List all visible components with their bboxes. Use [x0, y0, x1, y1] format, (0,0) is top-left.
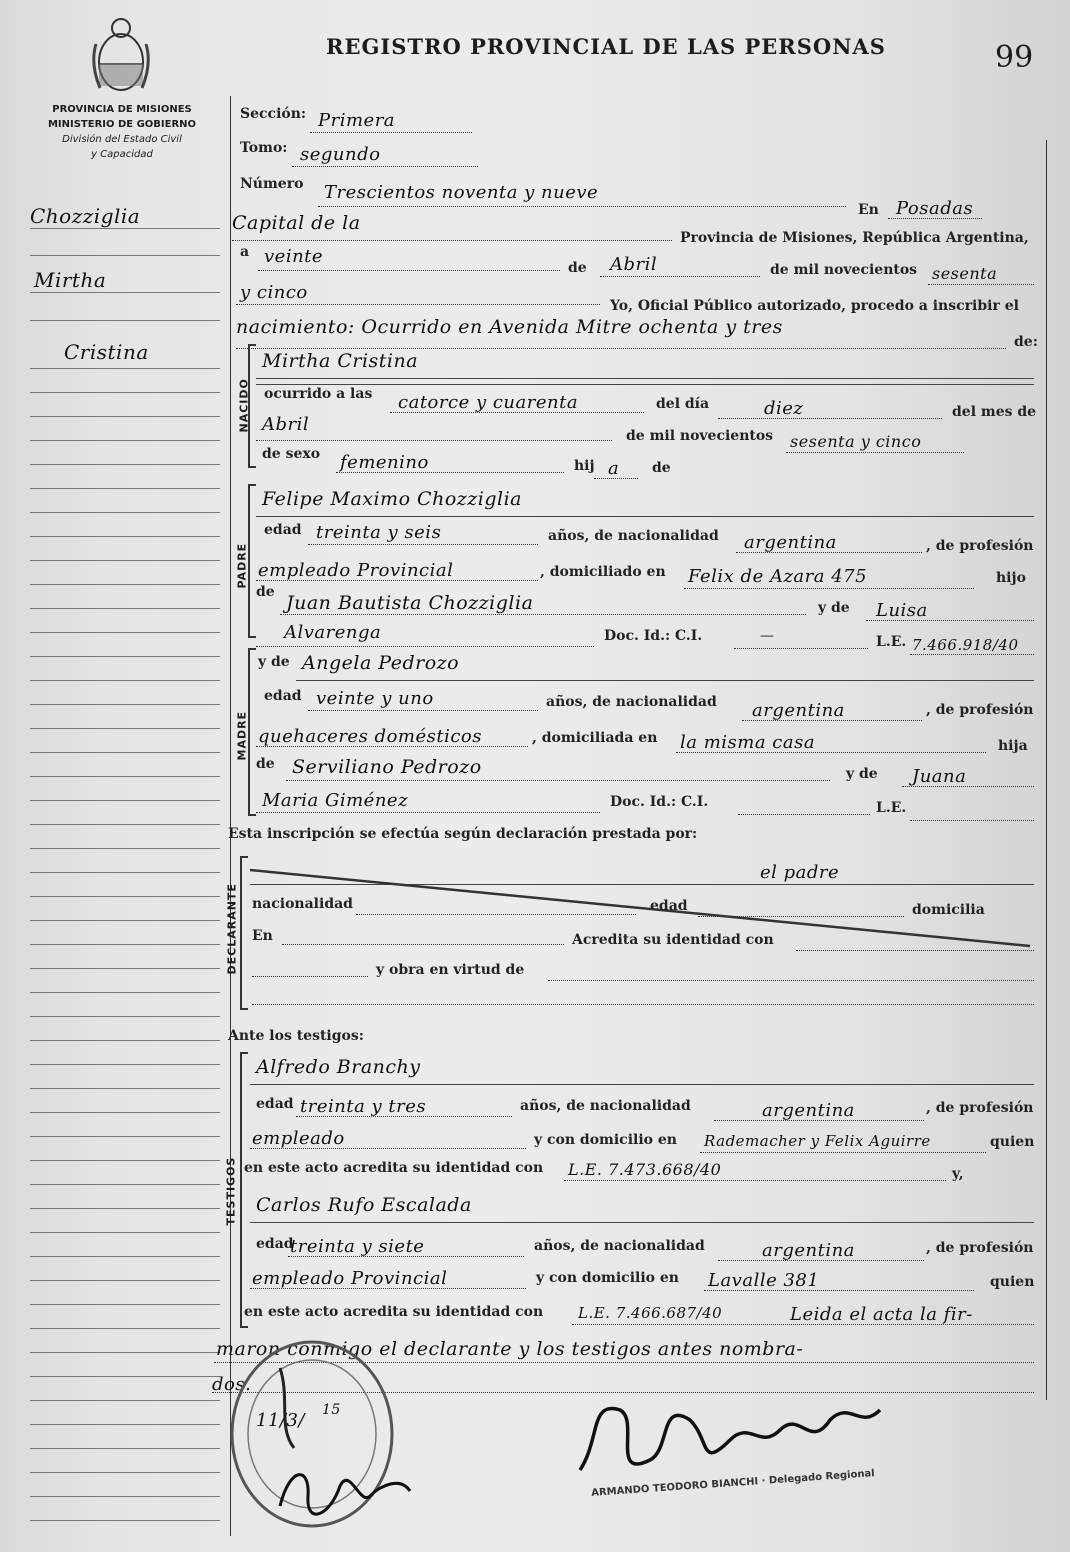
right-frame-line: [1046, 140, 1047, 1400]
label-madre-hija: hija: [998, 738, 1028, 754]
office-header: [24, 102, 220, 162]
value-en-lugar: Posadas: [896, 198, 974, 219]
value-hora: catorce y cuarenta: [398, 392, 579, 413]
label-yo-oficial: Yo, Oficial Público autorizado, procedo a inscribir el: [610, 298, 1019, 314]
office-line-2: MINISTERIO DE GOBIERNO: [47, 119, 197, 130]
label-t1-y: y,: [952, 1166, 964, 1182]
testigos-bracket: [240, 1052, 248, 1328]
value-anio-acta-2: y cinco: [240, 282, 308, 303]
label-tomo: Tomo:: [240, 140, 288, 156]
value-testigo2-nombre: Carlos Rufo Escalada: [256, 1194, 472, 1216]
label-madre-doc: Doc. Id.: C.I.: [610, 794, 709, 810]
label-decl-en: En: [252, 928, 273, 944]
label-del-dia: del día: [656, 396, 710, 412]
label-mil-novecientos-1: de mil novecientos: [770, 262, 918, 278]
label-t2-domicilio: y con domicilio en: [536, 1270, 679, 1286]
left-frame-line: [230, 96, 231, 1536]
label-t1-acredita: en este acto acredita su identidad con: [244, 1160, 544, 1176]
label-ante-testigos: Ante los testigos:: [228, 1028, 364, 1044]
value-nombre-nacido: Mirtha Cristina: [262, 350, 419, 372]
value-padre-le: 7.466.918/40: [912, 636, 1019, 654]
value-testigo2-profesion: empleado Provincial: [252, 1268, 448, 1289]
margin-middle-name: Cristina: [64, 340, 149, 364]
label-provincia: Provincia de Misiones, República Argentina,: [680, 230, 1029, 246]
label-madre-de: de: [256, 756, 275, 772]
label-t1-domicilio: y con domicilio en: [534, 1132, 677, 1148]
madre-bracket: [248, 648, 256, 816]
label-t2-acredita: en este acto acredita su identidad con: [244, 1304, 544, 1320]
label-madre-profesion: , de profesión: [926, 702, 1034, 718]
label-padre-y-de: y de: [818, 600, 850, 616]
label-padre-nacionalidad: años, de nacionalidad: [548, 528, 719, 544]
value-padre-ci: —: [760, 628, 775, 644]
label-en: En: [858, 202, 879, 218]
value-madre-profesion: quehaceres domésticos: [258, 726, 483, 747]
value-testigo1-nacionalidad: argentina: [762, 1100, 855, 1121]
value-testigo2-domicilio: Lavalle 381: [708, 1270, 820, 1291]
value-testigo2-edad: treinta y siete: [290, 1236, 425, 1257]
office-line-3: División del Estado Civil: [62, 134, 182, 145]
label-decl-obra: y obra en virtud de: [376, 962, 525, 978]
tag-nacido: NACIDO: [237, 378, 251, 433]
label-mil-novecientos-2: de mil novecientos: [626, 428, 774, 444]
label-decl-edad: edad: [650, 898, 688, 914]
seal-date-note-2: 15: [322, 1402, 341, 1418]
value-anio-acta-1: sesenta: [932, 264, 998, 283]
label-padre-doc: Doc. Id.: C.I.: [604, 628, 703, 644]
label-t2-profesion: , de profesión: [926, 1240, 1034, 1256]
value-padre-madre-2: Alvarenga: [284, 622, 382, 643]
label-madre-y-de-2: y de: [846, 766, 878, 782]
office-line-1: PROVINCIA DE MISIONES: [52, 104, 192, 115]
label-decl-domicilia: domicilia: [912, 902, 985, 918]
label-t2-nacionalidad: años, de nacionalidad: [534, 1238, 705, 1254]
margin-first-name: Mirtha: [34, 268, 107, 292]
value-hij-sufijo: a: [608, 458, 620, 479]
value-mes-acta: Abril: [610, 254, 658, 275]
label-sexo: de sexo: [262, 446, 321, 462]
value-mes: Abril: [262, 414, 310, 435]
value-padre-nacionalidad: argentina: [744, 532, 837, 553]
label-t2-quien: quien: [990, 1274, 1035, 1290]
coat-of-arms-icon: [88, 14, 154, 100]
value-inscribir: nacimiento: Ocurrido en Avenida Mitre ochenta y tres: [236, 316, 783, 338]
label-decl-nacionalidad: nacionalidad: [252, 896, 353, 912]
label-madre-le: L.E.: [876, 800, 907, 816]
label-de-1: de: [568, 260, 587, 276]
seal-date-note: 11/3/: [256, 1410, 305, 1431]
label-esta-inscripcion: Esta inscripción se efectúa según declaración prestada por:: [228, 826, 698, 842]
value-sexo: femenino: [340, 452, 429, 473]
tag-testigos: TESTIGOS: [224, 1156, 238, 1226]
value-padre-profesion: empleado Provincial: [258, 560, 454, 581]
declarante-bracket: [240, 856, 248, 1010]
label-madre-nacionalidad: años, de nacionalidad: [546, 694, 717, 710]
label-a: a: [240, 244, 250, 260]
value-seccion: Primera: [318, 110, 396, 131]
value-testigo1-nombre: Alfredo Branchy: [256, 1056, 421, 1078]
label-numero: Número: [240, 176, 304, 192]
value-capital: Capital de la: [232, 212, 361, 234]
margin-surname: Chozziglia: [30, 204, 141, 228]
label-madre-domicilio: , domiciliada en: [532, 730, 658, 746]
label-de-2: de: [652, 460, 671, 476]
value-madre-domicilio: la misma casa: [680, 732, 816, 753]
label-madre-edad: edad: [264, 688, 302, 704]
padre-bracket: [248, 484, 256, 638]
value-dia: diez: [764, 398, 804, 419]
office-line-4: y Capacidad: [91, 149, 153, 160]
label-decl-acredita: Acredita su identidad con: [572, 932, 774, 948]
value-declarante: el padre: [760, 862, 840, 883]
value-madre-padre: Serviliano Pedrozo: [292, 756, 482, 778]
tag-madre: MADRE: [235, 710, 249, 761]
signature-official-icon: [270, 1456, 420, 1526]
label-padre-domicilio: , domiciliado en: [540, 564, 666, 580]
value-padre-nombre: Felipe Maximo Chozziglia: [262, 488, 523, 510]
value-madre-edad: veinte y uno: [316, 688, 434, 709]
label-t1-profesion: , de profesión: [926, 1100, 1034, 1116]
value-padre-madre-1: Luisa: [876, 600, 928, 621]
label-seccion: Sección:: [240, 106, 307, 122]
value-testigo1-edad: treinta y tres: [300, 1096, 427, 1117]
value-anio: sesenta y cinco: [790, 432, 922, 451]
value-madre-madre-1: Juana: [912, 766, 967, 787]
label-del-mes: del mes de: [952, 404, 1037, 420]
page-number: 99: [995, 40, 1034, 75]
label-madre-y-de: y de: [258, 654, 290, 670]
document-title: REGISTRO PROVINCIAL DE LAS PERSONAS: [326, 34, 886, 59]
value-madre-nacionalidad: argentina: [752, 700, 845, 721]
label-padre-hijo: hijo: [996, 570, 1026, 586]
value-testigo2-nacionalidad: argentina: [762, 1240, 855, 1261]
label-padre-le: L.E.: [876, 634, 907, 650]
label-t1-quien: quien: [990, 1134, 1035, 1150]
label-padre-de: de: [256, 584, 275, 600]
label-ocurrido: ocurrido a las: [264, 386, 373, 402]
label-de-colon: de:: [1014, 334, 1038, 350]
value-cierre-3: dos.: [212, 1374, 252, 1395]
label-hij: hij: [574, 458, 595, 474]
tag-declarante: DECLARANTE: [225, 883, 239, 975]
value-testigo1-doc: L.E. 7.473.668/40: [568, 1160, 722, 1179]
value-padre-edad: treinta y seis: [316, 522, 442, 543]
registrar-stamp: ARMANDO TEODORO BIANCHI · Delegado Regional: [590, 1468, 876, 1499]
value-dia-acta: veinte: [264, 246, 324, 267]
value-testigo1-profesion: empleado: [252, 1128, 345, 1149]
value-cierre-1: Leida el acta la fir-: [790, 1304, 973, 1325]
label-padre-edad: edad: [264, 522, 302, 538]
label-padre-profesion: , de profesión: [926, 538, 1034, 554]
tag-padre: PADRE: [235, 542, 249, 589]
value-madre-nombre: Angela Pedrozo: [302, 652, 460, 674]
label-t1-nacionalidad: años, de nacionalidad: [520, 1098, 691, 1114]
label-t2-edad: edad: [256, 1236, 294, 1252]
value-testigo1-domicilio: Rademacher y Felix Aguirre: [704, 1132, 931, 1150]
value-numero: Trescientos noventa y nueve: [324, 182, 599, 203]
value-tomo: segundo: [300, 144, 381, 165]
value-madre-madre-2: Maria Giménez: [262, 790, 409, 811]
value-testigo2-doc: L.E. 7.466.687/40: [578, 1304, 723, 1322]
value-padre-domicilio: Felix de Azara 475: [688, 566, 868, 587]
value-cierre-2: maron conmigo el declarante y los testigos antes nombra-: [216, 1338, 804, 1360]
label-t1-edad: edad: [256, 1096, 294, 1112]
value-padre-padre: Juan Bautista Chozziglia: [286, 592, 534, 614]
